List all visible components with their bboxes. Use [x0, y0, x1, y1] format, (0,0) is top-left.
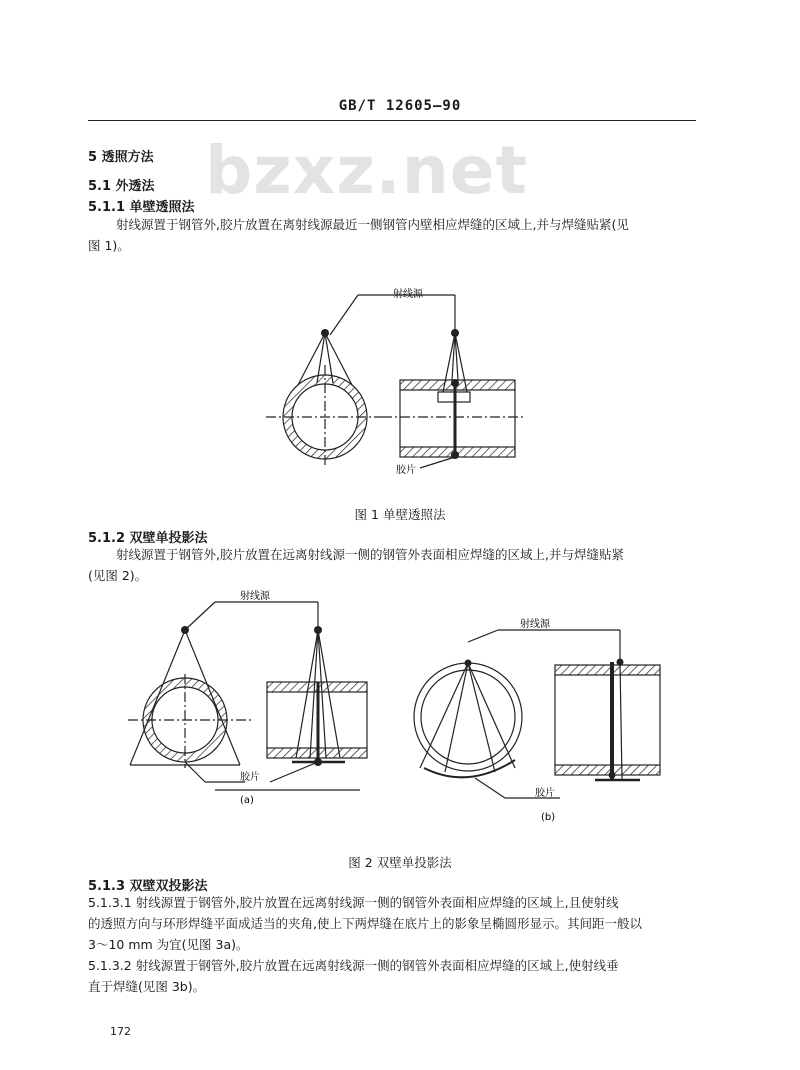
figure-1-source-label: 射线源	[393, 289, 423, 300]
page-number: 172	[110, 1025, 131, 1038]
section-5-heading: 5 透照方法	[88, 150, 154, 165]
figure-1-diagram	[0, 275, 800, 500]
standard-header: GB/T 12605—90	[338, 98, 462, 114]
section-5-1-3-1-line3: 3～10 mm 为宜(见图 3a)。	[88, 937, 249, 952]
header-rule	[88, 120, 696, 121]
figure-2b-film-label: 胶片	[535, 788, 555, 799]
section-5-1-2-text-line2: (见图 2)。	[88, 568, 148, 583]
figure-2a-sublabel: (a)	[240, 795, 254, 806]
section-5-1-3-1-line1: 5.1.3.1 射线源置于钢管外,胶片放置在远离射线源一侧的钢管外表面相应焊缝的区域上,且使射线	[88, 895, 619, 910]
section-5-1-2-heading: 5.1.2 双壁单投影法	[88, 531, 208, 546]
figure-2b-sublabel: (b)	[541, 812, 556, 823]
section-5-1-1-text-line1: 射线源置于钢管外,胶片放置在离射线源最近一侧钢管内壁相应焊缝的区域上,并与焊缝贴紧(见	[116, 217, 629, 232]
section-5-1-heading: 5.1 外透法	[88, 179, 155, 194]
watermark: bzxz.net	[205, 132, 529, 209]
section-5-1-3-2-line1: 5.1.3.2 射线源置于钢管外,胶片放置在远离射线源一侧的钢管外表面相应焊缝的区域上,使射线垂	[88, 958, 619, 973]
figure-1-film-label: 胶片	[396, 465, 416, 476]
figure-2a-source-label: 射线源	[240, 591, 270, 602]
section-5-1-3-2-line2: 直于焊缝(见图 3b)。	[88, 979, 206, 994]
figure-2-diagram	[0, 590, 800, 830]
figure-2a-film-label: 胶片	[240, 772, 260, 783]
figure-2-caption: 图 2 双壁单投影法	[348, 855, 452, 870]
section-5-1-3-heading: 5.1.3 双壁双投影法	[88, 879, 208, 894]
section-5-1-1-heading: 5.1.1 单壁透照法	[88, 200, 195, 215]
section-5-1-1-text-line2: 图 1)。	[88, 238, 130, 253]
section-5-1-3-1-line2: 的透照方向与环形焊缝平面成适当的夹角,使上下两焊缝在底片上的影象呈椭圆形显示。其间距一般以	[88, 916, 642, 931]
figure-1-caption: 图 1 单壁透照法	[354, 507, 446, 522]
section-5-1-2-text-line1: 射线源置于钢管外,胶片放置在远离射线源一侧的钢管外表面相应焊缝的区域上,并与焊缝贴紧	[116, 547, 624, 562]
figure-2b-source-label: 射线源	[520, 619, 550, 630]
